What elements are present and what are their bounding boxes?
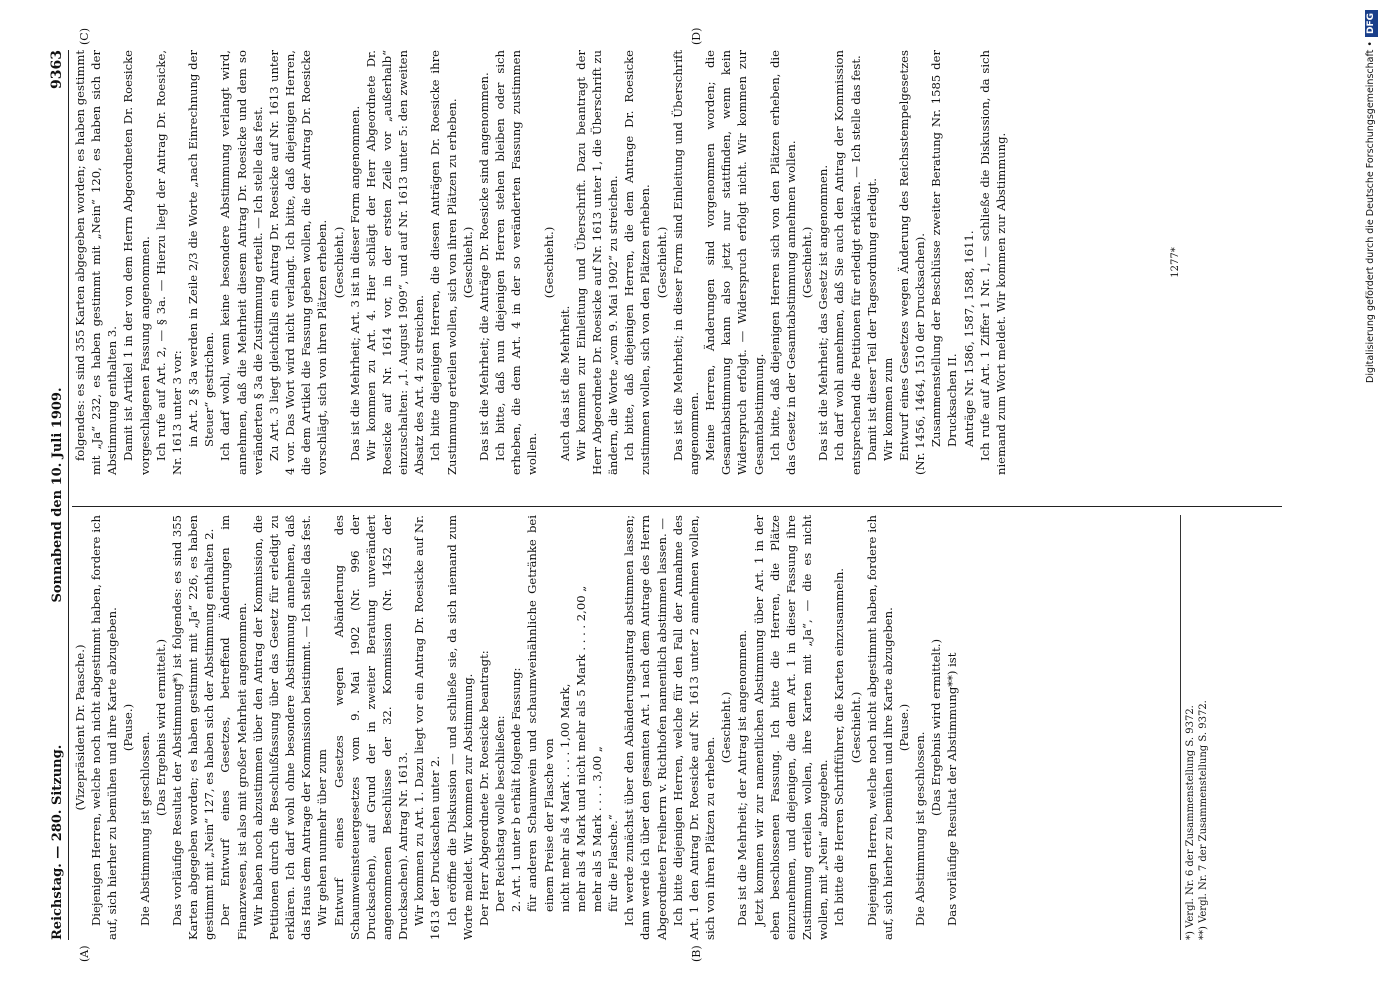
paragraph: Die Abstimmung ist geschlossen. xyxy=(913,731,928,926)
paragraph: nicht mehr als 4 Mark . . . . 1,00 Mark, xyxy=(557,683,572,912)
paragraph: Diejenigen Herren, welche noch nicht abgestimmt haben, fordere ich auf, sich hierher zu bemühen und ihre Karte abzugeben. xyxy=(89,515,120,940)
page-footer-mark: 1277* xyxy=(1170,247,1181,278)
footnotes xyxy=(1180,515,1210,940)
paragraph: mehr als 4 Mark und nicht mehr als 5 Mark . . . . 2,00 „ xyxy=(573,585,588,912)
paragraph: für anderen Schaumwein und schaumweinähnliche Getränke bei einem Preise der Flasche von xyxy=(525,515,556,912)
paragraph: Der Reichstag wolle beschließen: xyxy=(493,715,508,912)
paragraph: Meine Herren, Änderungen sind vorgenommen worden; die Gesamtabstimmung kann also jetzt nur stattfinden, wenn kein Widerspruch erfolgt. — Widerspruch erfolgt nicht. Wir kommen zur Gesamtabstimmung. xyxy=(703,50,766,475)
paragraph: Wir haben noch abzustimmen über den Antrag der Kommission, die Petitionen durch die Beschlußfassung über das Gesetz für erledigt zu erklären. Ich darf wohl ohne besondere Abstimmung annehmen, daß das Haus dem Antrage der Kommission beistimmt. — Ich stelle das fest. xyxy=(250,515,314,940)
column-divider xyxy=(72,506,1282,507)
funding-text: Digitalisierung gefördert durch die Deutsche Forschungsgemeinschaft • xyxy=(1365,41,1376,383)
paragraph: für die Flasche.“ xyxy=(606,814,621,912)
paragraph: Das ist die Mehrheit; der Antrag ist angenommen. xyxy=(735,629,750,926)
paragraph: Zusammenstellung der Beschlüsse zweiter Beratung Nr. 1585 der Drucksachen II. xyxy=(929,50,960,447)
margin-marker-b: (B) xyxy=(690,945,703,962)
paragraph: Das vorläufige Resultat der Abstimmung*) ist folgendes: es sind 355 Karten abgegeben worden; es haben gestimmt mit „Ja“ 226, es haben gestimmt mit „Nein“ 127, es haben sich der Abstimmung enthalten 2. xyxy=(169,515,217,940)
paragraph: 2. Art. 1 unter b erhält folgende Fassung: xyxy=(509,667,524,912)
paragraph: Ich rufe auf Art. 1 Ziffer 1 Nr. 1, — schließe die Diskussion, da sich niemand zum Wort meldet. Wir kommen zur Abstimmung. xyxy=(977,50,1008,475)
paragraph: Zu Art. 3 liegt gleichfalls ein Antrag Dr. Roesicke auf Nr. 1613 unter 4 vor. Das Wort wird nicht verlangt. Ich bitte, daß diejenigen Herren, die dem Artikel die Fassung geben wollen, die der Antrag Dr. Roesicke vorschlägt, sich von ihren Plätzen erheben. xyxy=(266,50,330,475)
paragraph: Ich bitte, daß nun diejenigen Herren stehen bleiben oder sich erheben, die dem Art. 4 in der so veränderten Fassung zustimmen wollen. xyxy=(493,50,540,475)
paragraph: Die Abstimmung ist geschlossen. xyxy=(137,731,152,926)
paragraph: Wir kommen zu Art. 4. Hier schlägt der Herr Abgeordnete Dr. Roesicke auf Nr. 1614 vor, in der ersten Zeile vor „außerhalb“ einzuschalten: „1. August 1909“, und auf Nr. 1613 unter 5: den zweiten Absatz des Art. 4 zu streichen. xyxy=(363,50,427,475)
paragraph: Ich bitte, daß diejenigen Herren, die dem Antrage Dr. Roesicke zustimmen wollen, sich von den Plätzen erheben. xyxy=(622,50,653,475)
margin-marker-c: (C) xyxy=(78,28,91,45)
paragraph: Das ist die Mehrheit; das Gesetz ist angenommen. xyxy=(816,164,831,461)
margin-marker-d: (D) xyxy=(690,27,703,45)
paragraph: Ich bitte die Herren Schriftführer, die Karten einzusammeln. xyxy=(832,568,847,926)
header-center: Sonnabend den 10. Juli 1909. xyxy=(50,387,65,603)
left-column xyxy=(72,515,961,940)
footnote: **) Vergl. Nr. 7 der Zusammenstellung S. 9372. xyxy=(1198,700,1209,940)
paragraph: Auch das ist die Mehrheit. xyxy=(557,305,572,461)
dfg-logo: DFG xyxy=(1365,10,1378,37)
margin-marker-a: (A) xyxy=(78,945,91,962)
paragraph: Ich eröffne die Diskussion — und schließe sie, da sich niemand zum Worte meldet. Wir kommen zur Abstimmung. xyxy=(444,515,475,940)
paragraph: Das ist die Mehrheit; in dieser Form sind Einleitung und Überschrift angenommen. xyxy=(670,50,701,475)
funding-note xyxy=(1358,10,1380,990)
paragraph: (Geschieht.) xyxy=(654,226,669,299)
paragraph: Das ist die Mehrheit; die Anträge Dr. Roesicke sind angenommen. xyxy=(476,72,491,461)
page-number: 9363 xyxy=(49,50,65,89)
paragraph: (Geschieht.) xyxy=(541,226,556,299)
footnote: *) Vergl. Nr. 6 der Zusammenstellung S. 9372. xyxy=(1185,705,1196,940)
paragraph: Der Herr Abgeordnete Dr. Roesicke beantragt: xyxy=(476,650,491,926)
paragraph: Jetzt kommen wir zur namentlichen Abstimmung über Art. 1 in der eben beschlossenen Fassung. Ich bitte die Herren, die Plätze einzunehmen, und diejenigen, die dem Art. 1 in dieser Fassung ihre Zustimmung erteilen wollen, ihre Karten mit „Ja“, — die es nicht wollen, mit „Nein“ abzugeben. xyxy=(751,515,831,940)
paragraph: Ich bitte, daß diejenigen Herren sich von den Plätzen erheben, die das Gesetz in der Gesamtabstimmung annehmen wollen. xyxy=(767,50,798,475)
paragraph: (Das Ergebnis wird ermittelt.) xyxy=(153,638,168,817)
paragraph: Ich bitte diejenigen Herren, die diesen Anträgen Dr. Roesicke ihre Zustimmung erteilen wollen, sich von ihren Plätzen zu erheben. xyxy=(428,50,459,475)
header-left: Reichstag. — 280. Sitzung. xyxy=(50,744,65,940)
paragraph: (Geschieht.) xyxy=(331,226,346,299)
paragraph: Ich darf wohl annehmen, daß Sie auch den Antrag der Kommission entsprechend die Petitionen für erledigt erklären. — Ich stelle das fest. xyxy=(832,50,863,475)
paragraph: (Geschieht.) xyxy=(800,226,815,299)
paragraph: Wir kommen zu Art. 1. Dazu liegt vor ein Antrag Dr. Roesicke auf Nr. 1613 der Drucksachen unter 2. xyxy=(412,515,443,940)
paragraph: (Vizepräsident Dr. Paasche.) xyxy=(73,644,87,811)
paragraph: Ich darf wohl, wenn keine besondere Abstimmung verlangt wird, annehmen, daß die Mehrheit diesem Antrag Dr. Roesicke und dem so veränderten § 3a die Zustimmung erteilt. — Ich stelle das fest. xyxy=(218,50,265,475)
paragraph: Der Entwurf eines Gesetzes, betreffend Änderungen im Finanzwesen, ist also mit großer Mehrheit angenommen. xyxy=(218,515,249,940)
paragraph: Ich bitte diejenigen Herren, welche für den Fall der Annahme des Art. 1 den Antrag Dr. Roesicke auf Nr. 1613 unter 2 annehmen wollen, sich von ihren Plätzen zu erheben. xyxy=(670,515,718,940)
paragraph: in Art. 2 § 3a werden in Zeile 2/3 die Worte „nach Einrechnung der Steuer“ gestrichen. xyxy=(186,50,217,447)
paragraph: Das vorläufige Resultat der Abstimmung**) ist xyxy=(945,652,960,926)
right-column xyxy=(72,50,1009,475)
paragraph: Entwurf eines Gesetzes wegen Änderung des Reichsstempelgesetzes (Nr. 1456, 1464, 1510 der Drucksachen). xyxy=(896,50,928,475)
paragraph: Ich rufe auf Art. 2, — § 3a. — Hierzu liegt der Antrag Dr. Roesicke, Nr. 1613 unter 3 vor: xyxy=(153,50,184,475)
paragraph: Das ist die Mehrheit; Art. 3 ist in dieser Form angenommen. xyxy=(347,105,362,461)
paragraph: (Geschieht.) xyxy=(460,226,475,299)
paragraph: Wir kommen zum xyxy=(880,357,895,461)
paragraph: Damit ist dieser Teil der Tagesordnung erledigt. xyxy=(864,178,879,461)
paragraph: Damit ist Artikel 1 in der von dem Herrn Abgeordneten Dr. Roesicke vorgeschlagenen Fassung angenommen. xyxy=(121,50,152,475)
paragraph: Anträge Nr. 1586, 1587, 1588, 1611. xyxy=(961,230,976,447)
paragraph: (Pause.) xyxy=(121,703,136,752)
paragraph: Wir kommen zur Einleitung und Überschrift. Dazu beantragt der Herr Abgeordnete Dr. Roesicke auf Nr. 1613 unter 1, die Überschrift zu ändern, die Worte „vom 9. Mai 1902“ zu streichen. xyxy=(573,50,621,475)
paragraph: (Geschieht.) xyxy=(848,691,863,764)
paragraph: (Pause.) xyxy=(896,703,911,752)
paragraph: mehr als 5 Mark . . . . 3,00 „ xyxy=(590,746,604,912)
paragraph: Diejenigen Herren, welche noch nicht abgestimmt haben, fordere ich auf, sich hierher zu bemühen und ihre Karte abzugeben. xyxy=(864,515,895,940)
paragraph: Wir gehen nunmehr über zum xyxy=(315,749,330,926)
paragraph: Ich werde zunächst über den Abänderungsantrag abstimmen lassen; dann werde ich über den gesamten Art. 1 nach dem Antrage des Herrn Abgeordneten Freiherrn v. Richthofen namentlich abstimmen lassen. — xyxy=(622,515,669,940)
paragraph: folgendes: es sind 355 Karten abgegeben worden; es haben gestimmt mit „Ja“ 232, es haben gestimmt mit „Nein“ 120, es haben sich der Abstimmung enthalten 3. xyxy=(73,50,120,475)
paragraph: Entwurf eines Gesetzes wegen Abänderung des Schaumweinsteuergesetzes vom 9. Mai 1902 (Nr. 996 der Drucksachen), auf Grund der in zweiter Beratung unverändert angenommenen Beschlüsse der 32. Kommission (Nr. 1452 der Drucksachen). Antrag Nr. 1613. xyxy=(331,515,411,940)
paragraph: (Geschieht.) xyxy=(719,691,734,764)
paragraph: (Das Ergebnis wird ermittelt.) xyxy=(929,638,944,817)
page-header xyxy=(42,50,69,940)
